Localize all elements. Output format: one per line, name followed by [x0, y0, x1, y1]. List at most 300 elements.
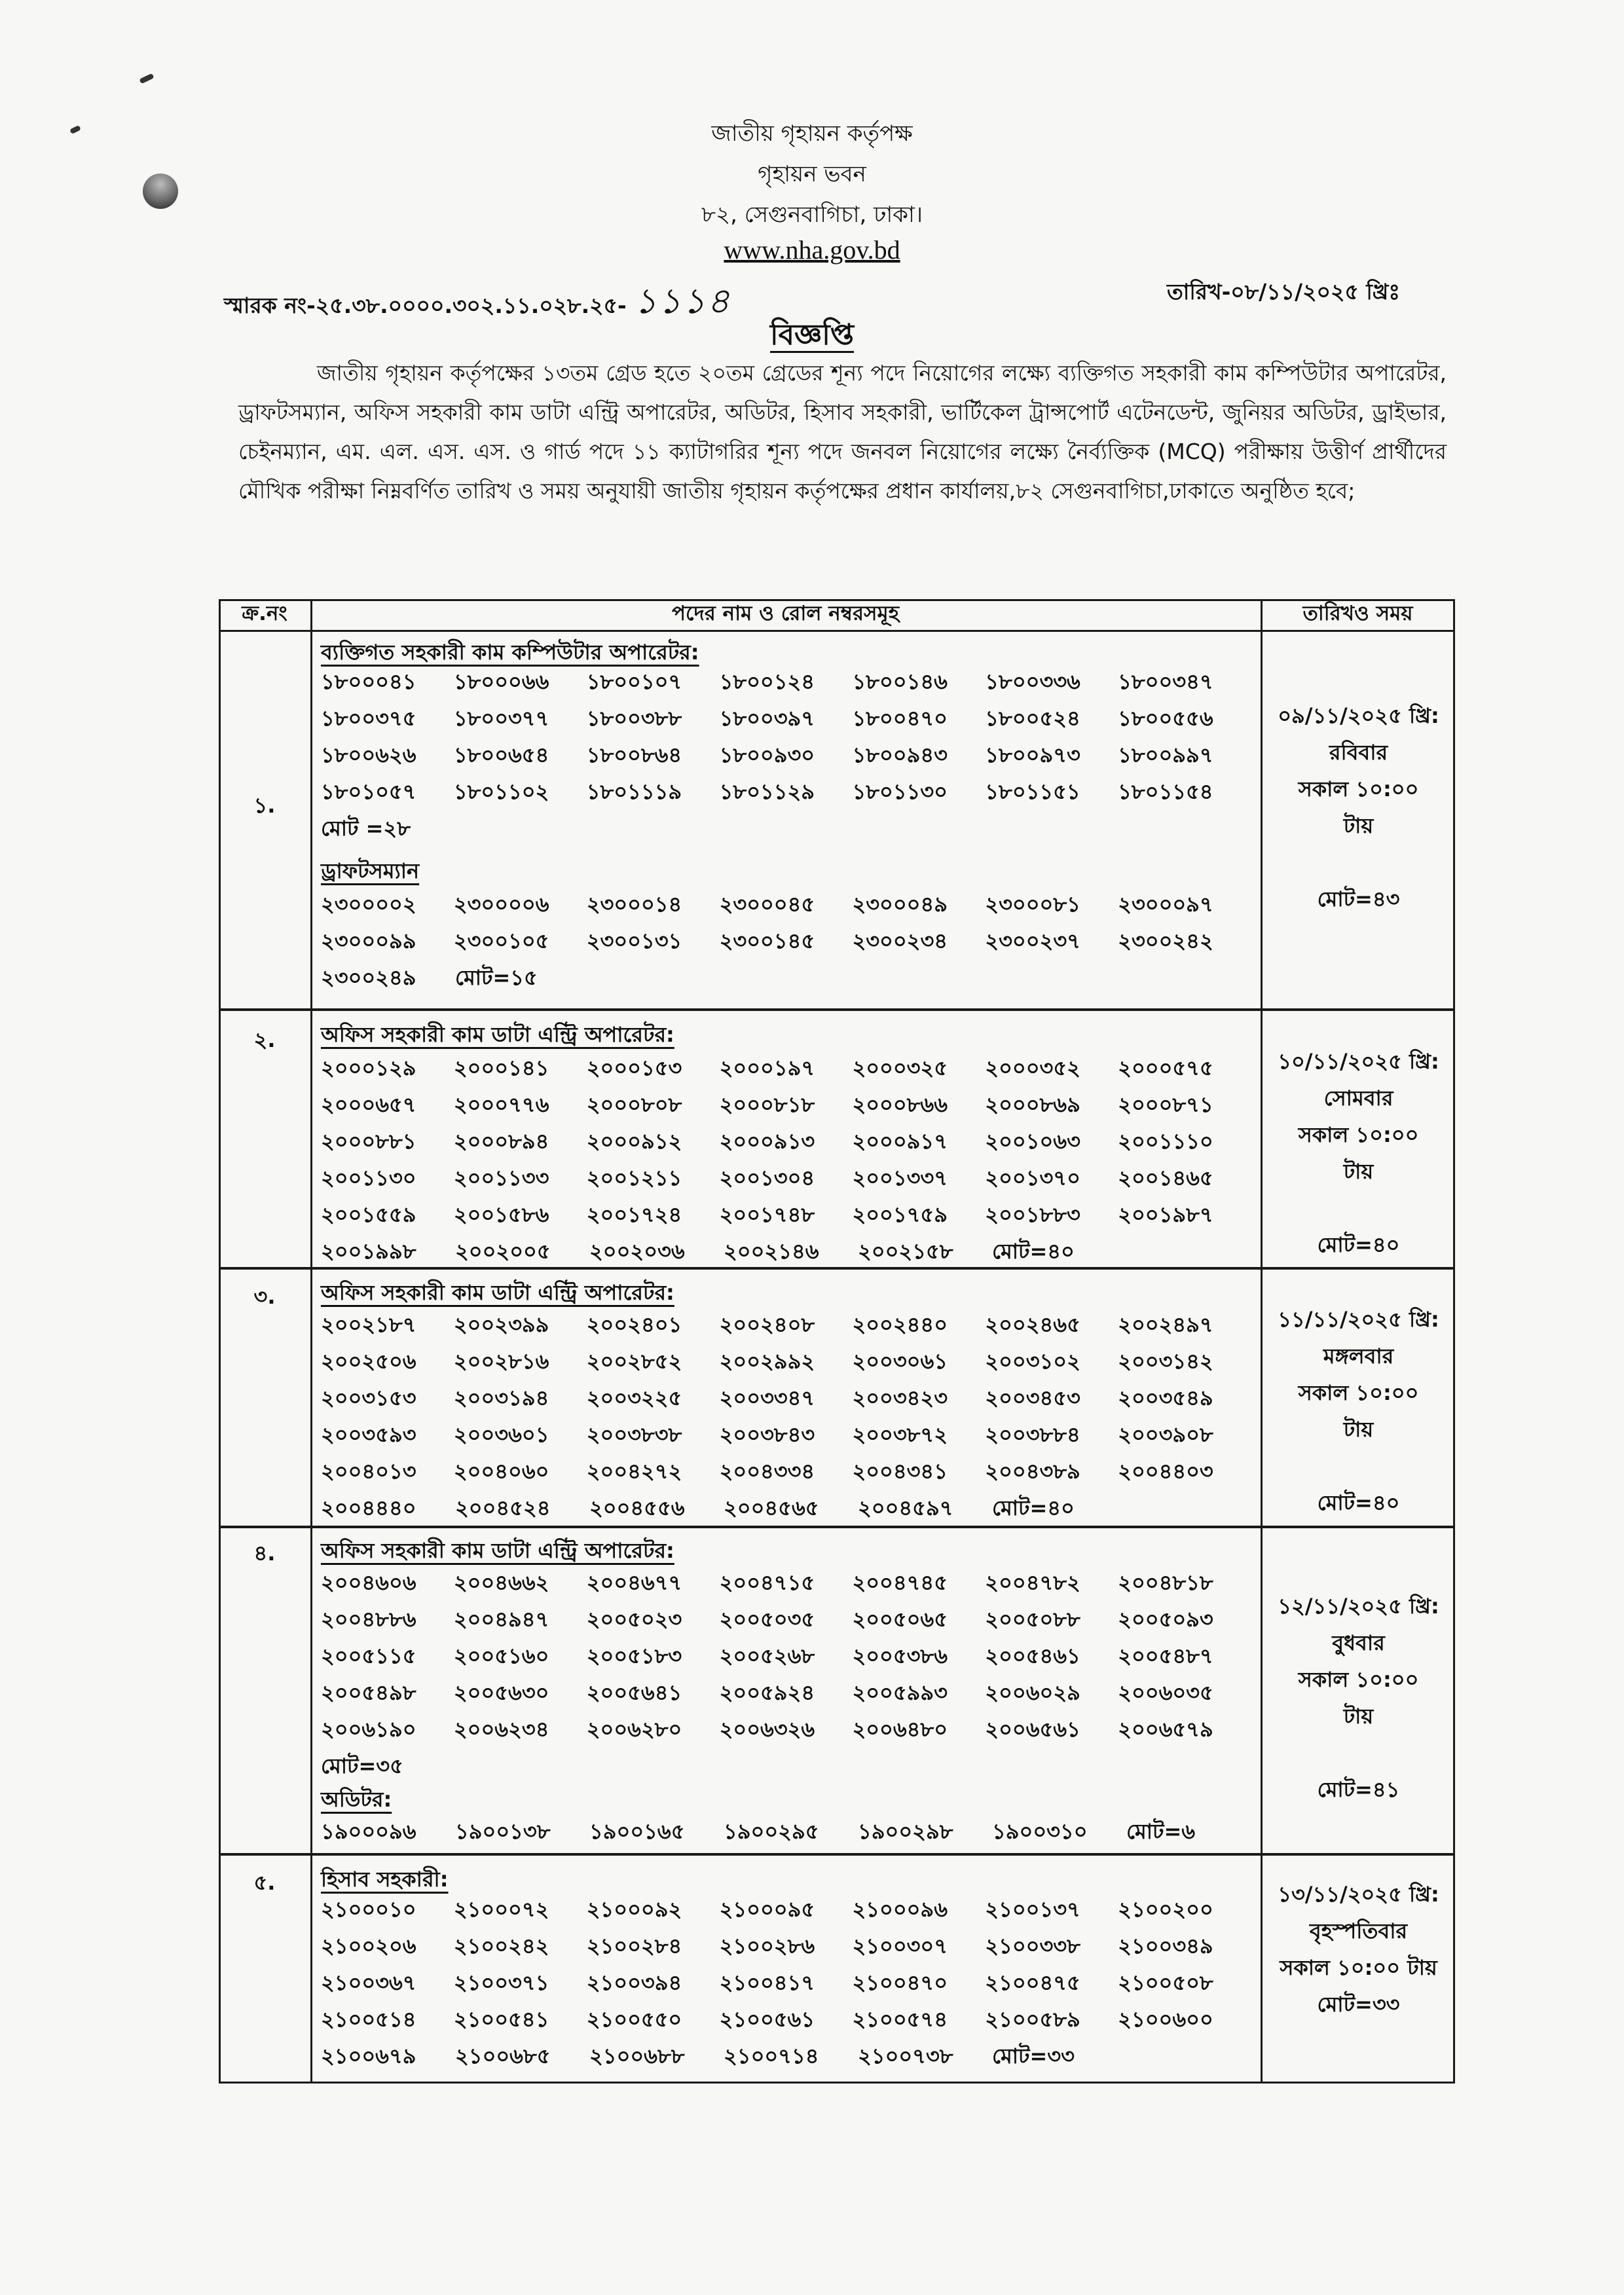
- notice-title: বিজ্ঞপ্তি: [770, 318, 854, 352]
- roll-number: ১৮০১১৫৪: [1118, 779, 1213, 804]
- roll-number: ২০০২৫০৬: [321, 1349, 416, 1374]
- roll-number: ১৮০০৩৭৭: [453, 706, 549, 731]
- roll-number: ২১০০৫৮৯: [985, 2007, 1080, 2032]
- roll-row: [321, 1491, 1251, 1528]
- roll-row: [321, 1749, 1251, 1786]
- roll-number: ২০০৪৫২৪: [455, 1496, 551, 1520]
- roll-number: ২০০০৯১৩: [719, 1129, 815, 1154]
- roll-row: [321, 1602, 1251, 1639]
- schedule-total: মোট=৪০: [1317, 1490, 1400, 1515]
- schedule-suffix: টায়: [1343, 1704, 1374, 1729]
- roll-number: ১৮০১১১৯: [586, 779, 682, 804]
- roll-number: ১৮০০১০৭: [586, 669, 682, 694]
- roll-number: ১৮০০০৬৬: [453, 669, 549, 694]
- roll-number: ২০০০১৫৩: [586, 1056, 682, 1080]
- schedule-cell: [1262, 1588, 1455, 1808]
- roll-row: [321, 701, 1251, 738]
- section-total: মোট=১৫: [455, 965, 538, 990]
- roll-number: ২১০০২০০: [1118, 1897, 1213, 1922]
- roll-row: [321, 775, 1251, 811]
- roll-number: ২০০৪৬০৬: [321, 1570, 416, 1595]
- roll-number: ১৮০০৪৭০: [852, 706, 948, 731]
- schedule-time: সকাল ১০:০০: [1298, 1380, 1419, 1405]
- building-name: গৃহায়ন ভবন: [758, 161, 866, 187]
- post-title-draftsman: ড্রাফটসম্যান: [321, 858, 420, 883]
- roll-number: ২০০৪০৬০: [453, 1459, 549, 1484]
- roll-number: ২০০৫৯৯৩: [852, 1680, 948, 1705]
- roll-number: ১৮০০৯৩০: [719, 743, 815, 767]
- schedule-total: মোট=৪১: [1317, 1777, 1400, 1802]
- roll-number: ২০০৫৪৮৭: [1118, 1643, 1213, 1668]
- roll-list: [321, 1814, 1251, 1851]
- roll-number: ২৩০০১০৫: [453, 928, 549, 953]
- roll-number: ২০০৪৭৮২: [985, 1570, 1080, 1595]
- schedule-day: বৃহস্পতিবার: [1309, 1919, 1408, 1943]
- roll-number: ২১০০০৯২: [586, 1897, 682, 1922]
- roll-number: ২০০৪২৭২: [586, 1459, 682, 1484]
- schedule-time: সকাল ১০:০০ টায়: [1280, 1955, 1437, 1980]
- roll-number: ২৩০০২৪২: [1118, 928, 1213, 953]
- roll-number: ২০০০৮৬৬: [852, 1092, 948, 1117]
- schedule-suffix: টায়: [1343, 1417, 1374, 1442]
- schedule-total: মোট=৪০: [1317, 1232, 1400, 1257]
- roll-number: ২০০০৮৭১: [1118, 1092, 1213, 1117]
- table-column-divider: [310, 599, 312, 2084]
- roll-number: ২০০৩৫৯৩: [321, 1422, 416, 1447]
- roll-number: ২০০৪০১৩: [321, 1459, 416, 1484]
- roll-number: ২০০০১৯৭: [719, 1056, 815, 1080]
- section-total: মোট=৪০: [992, 1496, 1075, 1520]
- roll-number: ২১০০৬৭৯: [321, 2044, 416, 2068]
- roll-number: ২০০৩৪২৩: [852, 1386, 948, 1410]
- roll-number: ২১০০৪৭০: [852, 1970, 948, 1995]
- roll-number: ২১০০৩৬৭: [321, 1970, 416, 1995]
- roll-number: ২০০৬২৩৪: [453, 1717, 549, 1742]
- roll-number: ২০০২৪৯৭: [1118, 1312, 1213, 1337]
- roll-number: ১৯০০৩১০: [992, 1819, 1088, 1844]
- roll-number: ২১০০২৪২: [453, 1934, 549, 1958]
- roll-number: ২১০০৩৩৮: [985, 1934, 1080, 1958]
- roll-row: [321, 924, 1251, 961]
- schedule-cell: [1262, 1876, 1455, 2023]
- roll-number: ২০০০৫৭৫: [1118, 1056, 1213, 1080]
- section-total: মোট=৪০: [992, 1239, 1075, 1264]
- roll-number: ২০০৪৭১৫: [719, 1570, 815, 1595]
- roll-number: ২০০১১৩০: [321, 1166, 416, 1190]
- roll-number: ২১০০৪১৭: [719, 1970, 815, 1995]
- roll-row: [321, 738, 1251, 775]
- section-total: মোট=৩৫: [321, 1753, 403, 1778]
- roll-number: ১৯০০১৬৫: [589, 1819, 685, 1844]
- roll-number: ২০০৬৫৬১: [985, 1717, 1080, 1742]
- schedule-date: ১০/১১/২০২৫ খ্রি:: [1278, 1049, 1439, 1074]
- roll-number: ১৮০০৯৭৩: [985, 743, 1080, 767]
- roll-number: ২১০০৩৪৯: [1118, 1934, 1213, 1958]
- schedule-table: [219, 599, 1455, 2084]
- roll-number: ২৩০০০১৪: [586, 892, 682, 917]
- roll-number: ২০০৪৫৬৫: [724, 1496, 819, 1520]
- roll-number: ২০০১৭৫৯: [852, 1202, 948, 1227]
- roll-number: ২০০১০৬৩: [985, 1129, 1080, 1154]
- roll-number: ২৩০০০০২: [321, 892, 416, 917]
- roll-row: [321, 1566, 1251, 1602]
- roll-number: ২১০০৩৯৪: [586, 1970, 682, 1995]
- schedule-total: মোট=৪৩: [1317, 887, 1400, 911]
- roll-number: ২০০২৯৯২: [719, 1349, 815, 1374]
- roll-number: ২০০১৫৫৯: [321, 1202, 416, 1227]
- roll-number: ২০০৫১৬০: [453, 1643, 549, 1668]
- roll-number: ২১০০৩৭১: [453, 1970, 549, 1995]
- roll-number: ২০০২১৮৭: [321, 1312, 416, 1337]
- roll-list: [321, 887, 1251, 997]
- roll-number: ২১০০২৮৪: [586, 1934, 682, 1958]
- roll-number: ২১০০৭১৪: [724, 2044, 819, 2068]
- roll-number: ২০০১৫৮৬: [453, 1202, 549, 1227]
- roll-number: ২১০০৬০০: [1118, 2007, 1213, 2032]
- roll-number: ২১০০৩০৭: [852, 1934, 948, 1958]
- roll-number: ১৮০০৫২৪: [985, 706, 1080, 731]
- roll-number: ২৩০০১৪৫: [719, 928, 815, 953]
- roll-number: ২০০০১৪১: [453, 1056, 549, 1080]
- table-border: [219, 2082, 1455, 2084]
- post-title-office-assistant: অফিস সহকারী কাম ডাটা এন্ট্রি অপারেটর:: [321, 1280, 674, 1305]
- roll-number: ২০০৪৭৪৫: [852, 1570, 948, 1595]
- roll-number: ২০০৫৩৮৬: [852, 1643, 948, 1668]
- roll-row: [321, 1124, 1251, 1161]
- roll-number: ২০০০৯১৭: [852, 1129, 948, 1154]
- roll-row: [321, 811, 1251, 848]
- roll-row: [321, 1676, 1251, 1712]
- roll-row: [321, 1712, 1251, 1749]
- roll-row: [321, 1639, 1251, 1676]
- roll-row: [321, 1381, 1251, 1418]
- roll-number: ২০০৩৯০৮: [1118, 1422, 1213, 1447]
- roll-number: ২০০৪৩৪১: [852, 1459, 948, 1484]
- roll-number: ২০০১৭৪৮: [719, 1202, 815, 1227]
- roll-number: ২০০৬০৩৫: [1118, 1680, 1213, 1705]
- roll-number: ১৯০০১৩৮: [455, 1819, 551, 1844]
- roll-number: ২৩০০০৯৯: [321, 928, 416, 953]
- row-serial: ৪.: [253, 1541, 276, 1566]
- post-title-pa-computer-operator: ব্যক্তিগত সহকারী কাম কম্পিউটার অপারেটর:: [321, 640, 699, 665]
- roll-row: [321, 1966, 1251, 2002]
- roll-row: [321, 1234, 1251, 1271]
- row-serial: ৫.: [253, 1870, 276, 1895]
- website-link[interactable]: www.nha.gov.bd: [724, 235, 900, 265]
- roll-number: ২০০৪৩৮৯: [985, 1459, 1080, 1484]
- memo-reference-prefix: স্মারক নং-২৫.৩৮.০০০০.৩০২.১১.০২৮.২৫-: [224, 293, 627, 318]
- roll-number: ২০০৪৯৪৭: [453, 1607, 549, 1632]
- roll-number: ১৮০০৫৫৬: [1118, 706, 1213, 731]
- roll-number: ২৩০০০৮১: [985, 892, 1080, 917]
- memo-date: তারিখ-০৮/১১/২০২৫ খ্রিঃ: [1167, 279, 1400, 304]
- roll-number: ২০০৪৪০৩: [1118, 1459, 1213, 1484]
- roll-list: [321, 665, 1251, 848]
- roll-number: ২০০২৪০১: [586, 1312, 682, 1337]
- schedule-cell: [1262, 697, 1455, 917]
- roll-number: ১৮০০৯৯৭: [1118, 743, 1213, 767]
- roll-number: ২০০০৩৫২: [985, 1056, 1080, 1080]
- post-title-accounts-assistant: হিসাব সহকারী:: [321, 1867, 449, 1892]
- roll-number: ২০০০৮০৮: [586, 1092, 682, 1117]
- roll-row: [321, 961, 1251, 997]
- roll-number: ১৮০০৮৬৪: [586, 743, 682, 767]
- roll-list: [321, 1051, 1251, 1271]
- roll-number: ২০০২৪৪০: [852, 1312, 948, 1337]
- roll-number: ২০০১৩০৪: [719, 1166, 815, 1190]
- roll-list: [321, 1892, 1251, 2076]
- post-title-office-assistant: অফিস সহকারী কাম ডাটা এন্ট্রি অপারেটর:: [321, 1538, 674, 1563]
- roll-number: ২০০৩১০২: [985, 1349, 1080, 1374]
- roll-number: ২০০৩৪৫৩: [985, 1386, 1080, 1410]
- roll-number: ২০০৩২২৫: [586, 1386, 682, 1410]
- post-title-auditor: অডিটর:: [321, 1787, 392, 1812]
- roll-row: [321, 1892, 1251, 1929]
- schedule-time: সকাল ১০:০০: [1298, 777, 1419, 801]
- roll-number: ২৩০০০৯৭: [1118, 892, 1213, 917]
- roll-number: ২০০৩১৫৩: [321, 1386, 416, 1410]
- roll-number: ২০০৪৮৮৬: [321, 1607, 416, 1632]
- roll-number: ২০০১৩৩৭: [852, 1166, 948, 1190]
- roll-row: [321, 1308, 1251, 1344]
- roll-number: ২০০২১৪৬: [724, 1239, 819, 1264]
- roll-number: ২৩০০০৪৫: [719, 892, 815, 917]
- roll-number: ২০০৪৬৬২: [453, 1570, 549, 1595]
- row-serial: ৩.: [253, 1284, 276, 1309]
- table-row-divider: [219, 1008, 1455, 1011]
- roll-row: [321, 1344, 1251, 1381]
- roll-number: ২১০০২৮৬: [719, 1934, 815, 1958]
- roll-number: ১৮০০৩৯৭: [719, 706, 815, 731]
- roll-number: ২০০৩৮৮৪: [985, 1422, 1080, 1447]
- roll-number: ২১০০২০৬: [321, 1934, 416, 1958]
- roll-row: [321, 1418, 1251, 1454]
- roll-number: ২১০০৫৫০: [586, 2007, 682, 2032]
- table-row-divider: [219, 1853, 1455, 1856]
- roll-row: [321, 887, 1251, 924]
- roll-number: ২০০৫০৮৮: [985, 1607, 1080, 1632]
- roll-number: ২১০০০১০: [321, 1897, 416, 1922]
- roll-number: ২০০১৩৭০: [985, 1166, 1080, 1190]
- roll-number: ২০০২১৫৮: [858, 1239, 953, 1264]
- roll-number: ২০০০৩২৫: [852, 1056, 948, 1080]
- roll-number: ২১০০০৯৬: [852, 1897, 948, 1922]
- roll-number: ২০০১৮৮৩: [985, 1202, 1080, 1227]
- roll-number: ২০০৪৫৯৭: [858, 1496, 953, 1520]
- roll-number: ১৮০০১৪৬: [852, 669, 948, 694]
- section-total: মোট =২৮: [321, 816, 411, 841]
- schedule-day: বুধবার: [1332, 1630, 1385, 1655]
- schedule-suffix: টায়: [1343, 1159, 1374, 1184]
- roll-number: ২০০০৬৫৭: [321, 1092, 416, 1117]
- roll-number: ২০০৬৩২৬: [719, 1717, 815, 1742]
- roll-number: ২১০০৫০৮: [1118, 1970, 1213, 1995]
- header-schedule: তারিখও সময়: [1302, 601, 1413, 625]
- roll-row: [321, 1161, 1251, 1198]
- roll-number: ২৩০০২৪৯: [321, 965, 416, 990]
- roll-number: ২১০০৬৮৫: [455, 2044, 551, 2068]
- schedule-day: মঙ্গলবার: [1323, 1344, 1394, 1368]
- roll-number: ২০০২৪৬৫: [985, 1312, 1080, 1337]
- roll-number: ১৮০১১৫১: [985, 779, 1080, 804]
- roll-number: ২০০০৮৮১: [321, 1129, 416, 1154]
- roll-number: ১৮০১০৫৭: [321, 779, 416, 804]
- roll-number: ২১০০৬৮৮: [589, 2044, 685, 2068]
- roll-number: ১৮০০৩৮৮: [586, 706, 682, 731]
- roll-number: ২১০০৫১৪: [321, 2007, 416, 2032]
- roll-number: ২০০৬৫৭৯: [1118, 1717, 1213, 1742]
- roll-number: ২০০৩৫৪৯: [1118, 1386, 1213, 1410]
- schedule-cell: [1262, 1301, 1455, 1521]
- roll-row: [321, 1814, 1251, 1851]
- schedule-date: ১৩/১১/২০২৫ খ্রি:: [1278, 1882, 1439, 1907]
- roll-number: ২০০৫০৬৫: [852, 1607, 948, 1632]
- roll-number: ২০০৫০২৩: [586, 1607, 682, 1632]
- roll-list: [321, 1566, 1251, 1786]
- roll-number: ২০০৩৮৩৮: [586, 1422, 682, 1447]
- roll-number: ২০০১৪৬৫: [1118, 1166, 1213, 1190]
- roll-row: [321, 1088, 1251, 1124]
- row-serial: ১.: [253, 793, 276, 818]
- roll-number: ১৮০০৬৫৪: [453, 743, 549, 767]
- section-total: মোট=৬: [1126, 1819, 1196, 1844]
- roll-number: ২০০৫০৩৫: [719, 1607, 815, 1632]
- roll-number: ১৯০০২৯৮: [858, 1819, 953, 1844]
- roll-number: ২০০৫৬৩০: [453, 1680, 549, 1705]
- roll-number: ২০০১২১১: [586, 1166, 682, 1190]
- roll-number: ২০০২০০৫: [455, 1239, 551, 1264]
- roll-number: ২০০৫২৬৮: [719, 1643, 815, 1668]
- roll-number: ২০০৬৪৮০: [852, 1717, 948, 1742]
- roll-number: ২১০০১৩৭: [985, 1897, 1080, 1922]
- schedule-date: ১২/১১/২০২৫ খ্রি:: [1278, 1594, 1439, 1619]
- roll-number: ২০০৩৩৪৭: [719, 1386, 815, 1410]
- roll-number: ১৮০০০৪১: [321, 669, 416, 694]
- roll-number: ২০০৫৯২৪: [719, 1680, 815, 1705]
- roll-row: [321, 2002, 1251, 2039]
- roll-row: [321, 1454, 1251, 1491]
- roll-number: ২০০৪৫৫৬: [589, 1496, 685, 1520]
- roll-number: ২০০১৭২৪: [586, 1202, 682, 1227]
- schedule-cell: [1262, 1043, 1455, 1263]
- memo-reference-handwritten: ১১১৪: [634, 280, 731, 321]
- notice-body: জাতীয় গৃহায়ন কর্তৃপক্ষের ১৩তম গ্রেড হতে ২০তম গ্রেডের শূন্য পদে নিয়োগের লক্ষ্যে ব্যক্তিগত সহকারী কাম কম্পিউটার অপারেটর, ড্রাফটসম্যান, অফিস সহকারী কাম ডাটা এন্ট্রি অপারেটর, অডিটর, হিসাব সহকারী, ভার্টিকেল ট্রান্সপোর্ট এটেনডেন্ট, জুনিয়র অডিটর, ড্রাইভার, চেইনম্যান, এম. এল. এস. এস. ও গার্ড পদে ১১ ক্যাটাগরির শূন্য পদে জনবল নিয়োগের লক্ষ্যে নৈর্ব্যক্তিক (MCQ) পরীক্ষায় উত্তীর্ণ প্রার্থীদের মৌখিক পরীক্ষা নিম্নবর্ণিত তারিখ ও সময় অনুযায়ী জাতীয় গৃহায়ন কর্তৃপক্ষের প্রধান কার্যালয়,৮২ সেগুনবাগিচা,ঢাকাতে অনুষ্ঠিত হবে;: [238, 360, 1447, 504]
- roll-list: [321, 1308, 1251, 1528]
- roll-number: ২০০০১২৯: [321, 1056, 416, 1080]
- roll-number: ২০০৩১৪২: [1118, 1349, 1213, 1374]
- roll-number: ২০০৬১৯০: [321, 1717, 416, 1742]
- roll-number: ২০০৫০৯৩: [1118, 1607, 1213, 1632]
- roll-number: ২০০৪৬৭৭: [586, 1570, 682, 1595]
- roll-number: ২০০১১৩৩: [453, 1166, 549, 1190]
- roll-number: ২০০৫৬৪১: [586, 1680, 682, 1705]
- roll-number: ২০০৪৩৩৪: [719, 1459, 815, 1484]
- roll-number: ১৮০০১২৪: [719, 669, 815, 694]
- roll-number: ২০০৩৬০১: [453, 1422, 549, 1447]
- header-serial: ক্র.নং: [242, 601, 287, 625]
- schedule-suffix: টায়: [1343, 813, 1374, 838]
- roll-number: ১৯০০০৯৬: [321, 1819, 416, 1844]
- roll-number: ২৩০০০০৬: [453, 892, 549, 917]
- roll-number: ১৮০১১০২: [453, 779, 549, 804]
- roll-number: ২১০০৫৬১: [719, 2007, 815, 2032]
- roll-number: ২০০১১১০: [1118, 1129, 1213, 1154]
- schedule-day: রবিবার: [1329, 740, 1388, 765]
- schedule-date: ১১/১১/২০২৫ খ্রি:: [1278, 1307, 1439, 1332]
- roll-number: ২০০৫৪৬১: [985, 1643, 1080, 1668]
- roll-row: [321, 1929, 1251, 1966]
- roll-number: ২০০৩১৯৪: [453, 1386, 549, 1410]
- schedule-time: সকাল ১০:০০: [1298, 1122, 1419, 1147]
- roll-row: [321, 1051, 1251, 1088]
- roll-number: ২১০০৪৭৫: [985, 1970, 1080, 1995]
- roll-number: ২০০৪৮১৮: [1118, 1570, 1213, 1595]
- roll-number: ২১০০৭৩৮: [858, 2044, 953, 2068]
- roll-number: ১৮০০৩৪৭: [1118, 669, 1213, 694]
- schedule-day: সোমবার: [1323, 1086, 1393, 1111]
- address: ৮২, সেগুনবাগিচা, ঢাকা।: [701, 202, 923, 228]
- roll-number: ১৮০০৩৩৬: [985, 669, 1080, 694]
- roll-number: ২০০৪৪৪০: [321, 1496, 416, 1520]
- roll-number: ১৮০০৯৪৩: [852, 743, 948, 767]
- roll-number: ২৩০০২৩৪: [852, 928, 948, 953]
- roll-number: ২০০১৯৯৮: [321, 1239, 416, 1264]
- roll-number: ২৩০০০৪৯: [852, 892, 948, 917]
- roll-number: ২১০০৫৪১: [453, 2007, 549, 2032]
- roll-number: ২১০০৫৭৪: [852, 2007, 948, 2032]
- roll-number: ২০০৬২৮০: [586, 1717, 682, 1742]
- roll-number: ২০০৫৪৯৮: [321, 1680, 416, 1705]
- roll-number: ২০০৫১৮৩: [586, 1643, 682, 1668]
- roll-number: ১৯০০২৯৫: [724, 1819, 819, 1844]
- section-total: মোট=৩৩: [992, 2044, 1075, 2068]
- roll-number: ২০০৩৮৪৩: [719, 1422, 815, 1447]
- roll-number: ২০০০৮৬৯: [985, 1092, 1080, 1117]
- roll-number: ২০০০৮১৮: [719, 1092, 815, 1117]
- roll-number: ২০০৩৮৭২: [852, 1422, 948, 1447]
- schedule-total: মোট=৩৩: [1317, 1992, 1400, 2017]
- roll-number: ২৩০০১৩১: [586, 928, 682, 953]
- roll-number: ২০০৫১১৫: [321, 1643, 416, 1668]
- roll-number: ২০০০৭৭৬: [453, 1092, 549, 1117]
- scan-speck-mark: [139, 73, 154, 84]
- header-posts: পদের নাম ও রোল নম্বরসমূহ: [671, 601, 900, 625]
- roll-row: [321, 1198, 1251, 1234]
- roll-row: [321, 665, 1251, 701]
- roll-row: [321, 2039, 1251, 2076]
- roll-number: ২০০২৩৯৯: [453, 1312, 549, 1337]
- roll-number: ২০০০৯১২: [586, 1129, 682, 1154]
- roll-number: ২০০২০৩৬: [589, 1239, 685, 1264]
- roll-number: ২১০০০৭২: [453, 1897, 549, 1922]
- roll-number: ২০০৬০২৯: [985, 1680, 1080, 1705]
- roll-number: ২০০২৮৫২: [586, 1349, 682, 1374]
- roll-number: ২০০২৮১৬: [453, 1349, 549, 1374]
- schedule-time: সকাল ১০:০০: [1298, 1667, 1419, 1692]
- schedule-date: ০৯/১১/২০২৫ খ্রি:: [1278, 703, 1439, 728]
- roll-number: ২১০০০৯৫: [719, 1897, 815, 1922]
- roll-number: ২০০০৮৯৪: [453, 1129, 549, 1154]
- roll-number: ২০০১৯৮৭: [1118, 1202, 1213, 1227]
- row-serial: ২.: [253, 1027, 276, 1052]
- roll-number: ১৮০১১৩০: [852, 779, 948, 804]
- org-name: জাতীয় গৃহায়ন কর্তৃপক্ষ: [711, 120, 913, 147]
- roll-number: ২০০২৪০৮: [719, 1312, 815, 1337]
- roll-number: ১৮০০৬২৬: [321, 743, 416, 767]
- post-title-office-assistant: অফিস সহকারী কাম ডাটা এন্ট্রি অপারেটর:: [321, 1022, 674, 1047]
- roll-number: ২৩০০২৩৭: [985, 928, 1080, 953]
- roll-number: ১৮০১১২৯: [719, 779, 815, 804]
